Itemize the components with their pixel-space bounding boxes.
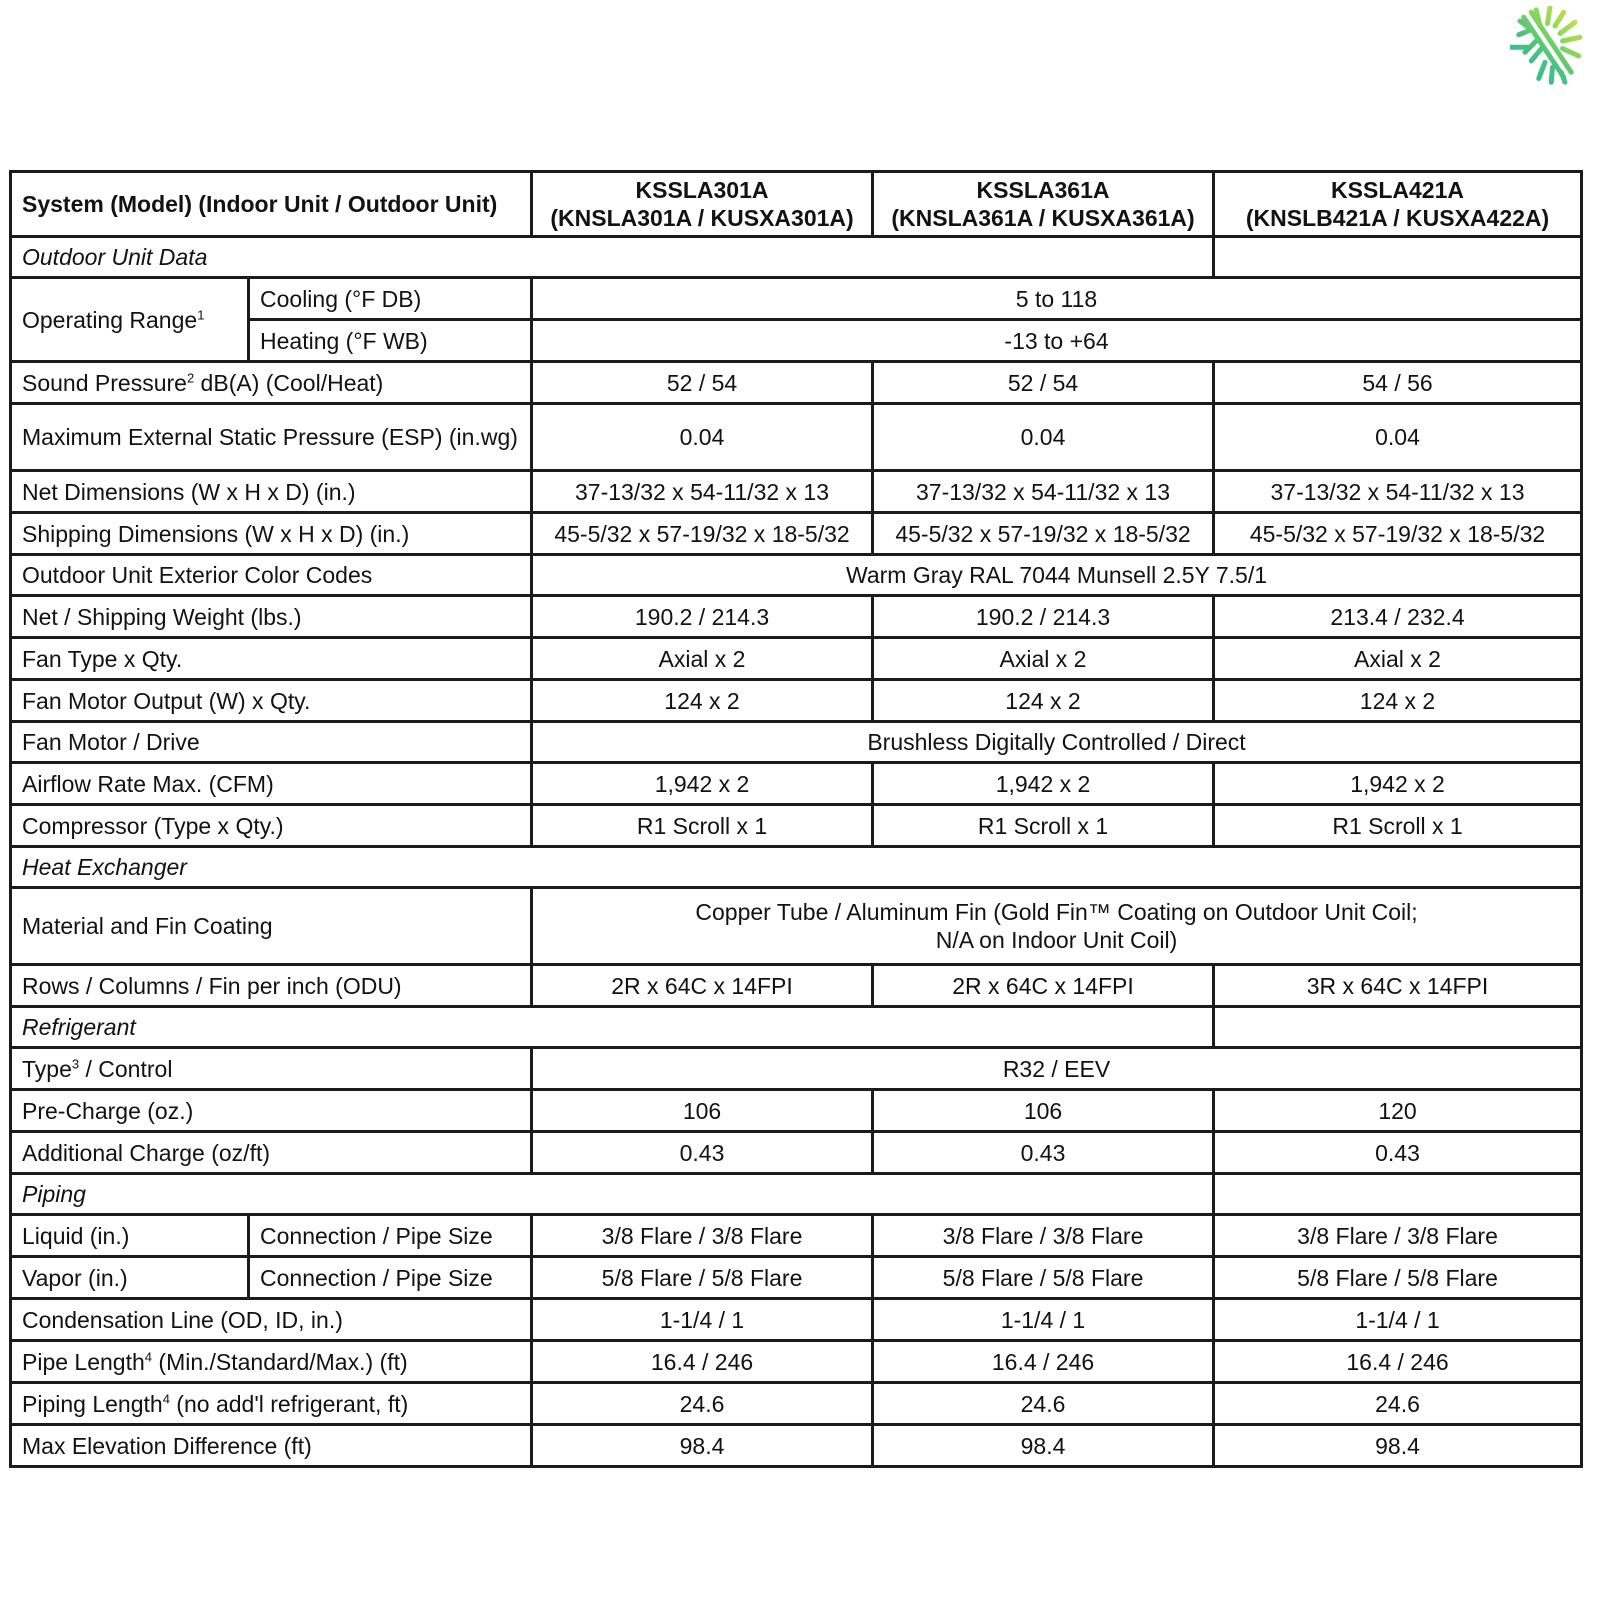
net-dimensions-value: 37-13/32 x 54-11/32 x 13 [1214,471,1582,513]
pipe-length-value: 16.4 / 246 [532,1341,873,1383]
fan-motor-output-value: 124 x 2 [873,680,1214,722]
fan-motor-drive-label: Fan Motor / Drive [11,722,532,763]
material-label: Material and Fin Coating [11,888,532,965]
row-pipe-length [11,1341,1582,1383]
section-title: Heat Exchanger [11,847,1582,888]
row-piping-length [11,1383,1582,1425]
weight-value: 190.2 / 214.3 [532,596,873,638]
net-dimensions-label: Net Dimensions (W x H x D) (in.) [11,471,532,513]
sound-pressure-value: 52 / 54 [532,362,873,404]
esp-value: 0.04 [1214,404,1582,471]
rows-columns-label: Rows / Columns / Fin per inch (ODU) [11,965,532,1007]
fan-motor-output-value: 124 x 2 [532,680,873,722]
vapor-value: 5/8 Flare / 5/8 Flare [532,1257,873,1299]
vapor-label: Vapor (in.) [11,1257,249,1299]
piping-length-value: 24.6 [532,1383,873,1425]
weight-value: 190.2 / 214.3 [873,596,1214,638]
model-units: (KNSLA361A / KUSXA361A) [891,205,1195,232]
condensation-value: 1-1/4 / 1 [1214,1299,1582,1341]
row-airflow [11,763,1582,805]
rows-columns-value: 2R x 64C x 14FPI [873,965,1214,1007]
model-name: KSSLA301A [635,177,769,203]
section-row-piping [11,1174,1582,1215]
additional-charge-value: 0.43 [532,1132,873,1174]
row-compressor [11,805,1582,847]
max-elevation-label: Max Elevation Difference (ft) [11,1425,532,1467]
liquid-value: 3/8 Flare / 3/8 Flare [873,1215,1214,1257]
pre-charge-label: Pre-Charge (oz.) [11,1090,532,1132]
row-shipping-dimensions [11,513,1582,555]
fan-type-label: Fan Type x Qty. [11,638,532,680]
sound-pressure-label: Sound Pressure$^2$ dB(A) (Cool/Heat) [11,362,532,404]
airflow-value: 1,942 x 2 [1214,763,1582,805]
pre-charge-value: 106 [873,1090,1214,1132]
model-units: (KNSLB421A / KUSXA422A) [1245,205,1550,232]
compressor-value: R1 Scroll x 1 [873,805,1214,847]
model-header-2 [873,172,1214,237]
section-row-outdoor-unit-data [11,237,1582,278]
weight-label: Net / Shipping Weight (lbs.) [11,596,532,638]
section-empty-cell [1214,237,1582,278]
vapor-value: 5/8 Flare / 5/8 Flare [873,1257,1214,1299]
row-fan-motor-output [11,680,1582,722]
model-header-3 [1214,172,1582,237]
pre-charge-value: 106 [532,1090,873,1132]
type-control-value: R32 / EEV [532,1048,1582,1090]
row-liquid [11,1215,1582,1257]
section-title: Outdoor Unit Data [11,237,1214,278]
max-elevation-value: 98.4 [1214,1425,1582,1467]
row-esp [11,404,1582,471]
airflow-value: 1,942 x 2 [873,763,1214,805]
section-title: Refrigerant [11,1007,1214,1048]
piping-length-value: 24.6 [873,1383,1214,1425]
sound-pressure-value: 52 / 54 [873,362,1214,404]
model-name: KSSLA421A [1331,177,1464,203]
net-dimensions-value: 37-13/32 x 54-11/32 x 13 [873,471,1214,513]
piping-length-label: Piping Length$^4$ (no add'l refrigerant, ft) [11,1383,532,1425]
row-fan-motor-drive [11,722,1582,763]
liquid-sub-label: Connection / Pipe Size [249,1215,532,1257]
section-row-refrigerant [11,1007,1582,1048]
condensation-value: 1-1/4 / 1 [873,1299,1214,1341]
max-elevation-value: 98.4 [873,1425,1214,1467]
specification-table [9,170,1583,1468]
rows-columns-value: 3R x 64C x 14FPI [1214,965,1582,1007]
model-units: (KNSLA301A / KUSXA301A) [550,205,854,232]
row-additional-charge [11,1132,1582,1174]
row-rows-columns [11,965,1582,1007]
shipping-dimensions-value: 45-5/32 x 57-19/32 x 18-5/32 [873,513,1214,555]
row-pre-charge [11,1090,1582,1132]
row-vapor [11,1257,1582,1299]
table-header-row [11,172,1582,237]
model-header-1 [532,172,873,237]
operating-range-label: Operating Range$^1$ [11,278,249,362]
shipping-dimensions-value: 45-5/32 x 57-19/32 x 18-5/32 [532,513,873,555]
condensation-value: 1-1/4 / 1 [532,1299,873,1341]
rows-columns-value: 2R x 64C x 14FPI [532,965,873,1007]
liquid-label: Liquid (in.) [11,1215,249,1257]
fan-motor-output-value: 124 x 2 [1214,680,1582,722]
additional-charge-value: 0.43 [1214,1132,1582,1174]
pipe-length-value: 16.4 / 246 [873,1341,1214,1383]
shipping-dimensions-value: 45-5/32 x 57-19/32 x 18-5/32 [1214,513,1582,555]
airflow-label: Airflow Rate Max. (CFM) [11,763,532,805]
row-operating-range-cooling [11,278,1582,320]
cooling-value: 5 to 118 [532,278,1582,320]
cooling-label: Cooling (°F DB) [249,278,532,320]
system-model-header: System (Model) (Indoor Unit / Outdoor Unit) [11,172,532,237]
pipe-length-value: 16.4 / 246 [1214,1341,1582,1383]
row-max-elevation [11,1425,1582,1467]
material-value: Copper Tube / Aluminum Fin (Gold Fin™ Coating on Outdoor Unit Coil; N/A on Indoor Unit Coil) [532,888,1582,965]
fan-motor-output-label: Fan Motor Output (W) x Qty. [11,680,532,722]
heating-value: -13 to +64 [532,320,1582,362]
model-name: KSSLA361A [976,177,1110,203]
fan-type-value: Axial x 2 [532,638,873,680]
heating-label: Heating (°F WB) [249,320,532,362]
additional-charge-value: 0.43 [873,1132,1214,1174]
additional-charge-label: Additional Charge (oz/ft) [11,1132,532,1174]
sound-pressure-value: 54 / 56 [1214,362,1582,404]
airflow-value: 1,942 x 2 [532,763,873,805]
row-fan-type [11,638,1582,680]
compressor-value: R1 Scroll x 1 [532,805,873,847]
net-dimensions-value: 37-13/32 x 54-11/32 x 13 [532,471,873,513]
fan-motor-drive-value: Brushless Digitally Controlled / Direct [532,722,1582,763]
row-type-control [11,1048,1582,1090]
section-empty-cell [1214,1174,1582,1215]
snowflake-sun-logo [1510,6,1590,86]
fan-type-value: Axial x 2 [873,638,1214,680]
pre-charge-value: 120 [1214,1090,1582,1132]
compressor-value: R1 Scroll x 1 [1214,805,1582,847]
pipe-length-label: Pipe Length$^4$ (Min./Standard/Max.) (ft) [11,1341,532,1383]
esp-value: 0.04 [873,404,1214,471]
row-material [11,888,1582,965]
type-control-label: Type$^3$ / Control [11,1048,532,1090]
vapor-value: 5/8 Flare / 5/8 Flare [1214,1257,1582,1299]
fan-type-value: Axial x 2 [1214,638,1582,680]
vapor-sub-label: Connection / Pipe Size [249,1257,532,1299]
row-net-dimensions [11,471,1582,513]
row-color-codes [11,555,1582,596]
row-sound-pressure [11,362,1582,404]
color-codes-value: Warm Gray RAL 7044 Munsell 2.5Y 7.5/1 [532,555,1582,596]
shipping-dimensions-label: Shipping Dimensions (W x H x D) (in.) [11,513,532,555]
row-condensation [11,1299,1582,1341]
condensation-label: Condensation Line (OD, ID, in.) [11,1299,532,1341]
liquid-value: 3/8 Flare / 3/8 Flare [532,1215,873,1257]
esp-value: 0.04 [532,404,873,471]
compressor-label: Compressor (Type x Qty.) [11,805,532,847]
liquid-value: 3/8 Flare / 3/8 Flare [1214,1215,1582,1257]
weight-value: 213.4 / 232.4 [1214,596,1582,638]
max-elevation-value: 98.4 [532,1425,873,1467]
color-codes-label: Outdoor Unit Exterior Color Codes [11,555,532,596]
section-empty-cell [1214,1007,1582,1048]
section-row-heat-exchanger [11,847,1582,888]
esp-label: Maximum External Static Pressure (ESP) (in.wg) [11,404,532,471]
piping-length-value: 24.6 [1214,1383,1582,1425]
row-weight [11,596,1582,638]
section-title: Piping [11,1174,1214,1215]
